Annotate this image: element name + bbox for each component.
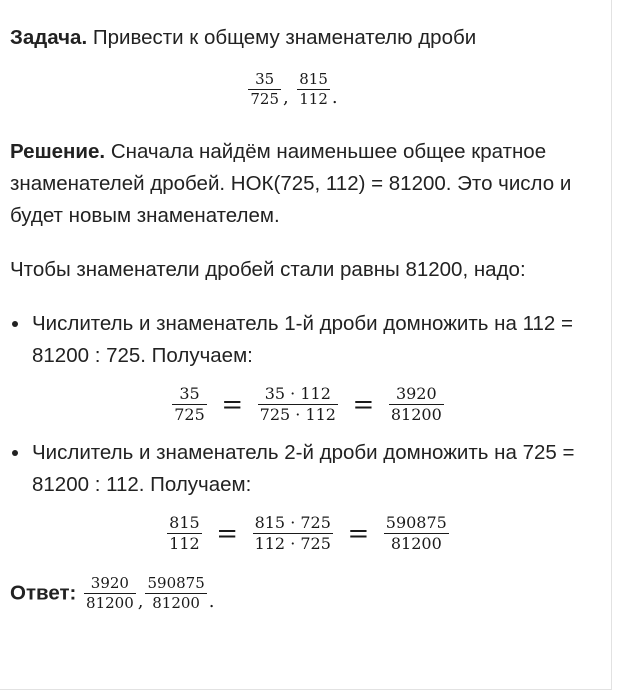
fraction <box>170 386 209 423</box>
task-fractions <box>0 72 604 114</box>
fraction-numerator: 815 <box>299 70 328 88</box>
bullet-icon <box>12 450 18 456</box>
fraction <box>82 576 138 611</box>
fraction-numerator: 35 <box>172 386 207 405</box>
fraction-numerator: 35 <box>248 72 281 90</box>
equals-sign: = <box>352 389 375 420</box>
separator: , <box>137 591 144 612</box>
fraction-denominator: 725 <box>250 90 279 108</box>
fraction-numerator: 815 · 725 <box>254 513 331 532</box>
solution-text: Сначала найдём наименьшее общее кратное знаменателей дробей. НОК(725, 112) = 81200. Это число и будет новым знаменателем. <box>10 140 572 227</box>
fraction <box>256 386 340 423</box>
fraction-denominator: 81200 <box>152 594 200 612</box>
task-label: Задача. <box>10 26 88 49</box>
fraction-numerator: 3920 <box>84 576 136 594</box>
fraction-denominator: 725 <box>174 405 205 424</box>
fraction-numerator: 590875 <box>147 574 205 592</box>
fraction-numerator: 590875 <box>385 513 447 532</box>
equals-sign: = <box>216 518 239 549</box>
fraction <box>251 515 335 552</box>
fraction <box>295 72 332 107</box>
separator: , <box>283 87 289 108</box>
answer-label: Ответ: <box>10 581 77 605</box>
end-period: . <box>208 591 215 612</box>
fraction-numerator: 35 · 112 <box>258 386 338 405</box>
solution-paragraph <box>10 136 604 232</box>
fraction <box>143 576 208 611</box>
intro-paragraph: Чтобы знаменатели дробей стали равны 81200, надо: <box>10 258 526 281</box>
fraction <box>165 515 204 552</box>
fraction-denominator: 725 · 112 <box>259 405 336 424</box>
fraction-denominator: 81200 <box>390 405 442 424</box>
fraction-denominator: 81200 <box>86 594 134 612</box>
fraction <box>246 72 283 107</box>
list-item <box>10 437 604 552</box>
fraction-denominator: 81200 <box>390 534 442 553</box>
solution-label: Решение. <box>10 140 106 163</box>
step-text: Числитель и знаменатель 2-й дроби домножить на 725 = 81200 : 112. Получаем: <box>32 441 575 496</box>
step-text: Числитель и знаменатель 1-й дроби домножить на 112 = 81200 : 725. Получаем: <box>32 312 573 367</box>
steps-list <box>10 308 604 552</box>
bullet-icon <box>12 321 18 327</box>
step-formula <box>12 386 604 423</box>
equals-sign: = <box>221 389 244 420</box>
task-text: Привести к общему знаменателю дроби <box>92 26 477 49</box>
answer-paragraph <box>10 576 604 618</box>
fraction-numerator: 815 <box>169 513 200 532</box>
equals-sign: = <box>347 518 370 549</box>
fraction-denominator: 112 <box>299 90 328 108</box>
fraction-denominator: 112 <box>169 534 200 553</box>
task-paragraph <box>10 22 604 54</box>
fraction-numerator: 3920 <box>389 386 444 405</box>
fraction <box>382 515 451 552</box>
document-content <box>10 22 604 618</box>
answer-fractions <box>82 574 215 612</box>
list-item <box>10 308 604 423</box>
end-period: . <box>331 87 338 108</box>
fraction-denominator: 112 · 725 <box>254 534 331 553</box>
step-formula <box>12 515 604 552</box>
fraction <box>387 386 446 423</box>
